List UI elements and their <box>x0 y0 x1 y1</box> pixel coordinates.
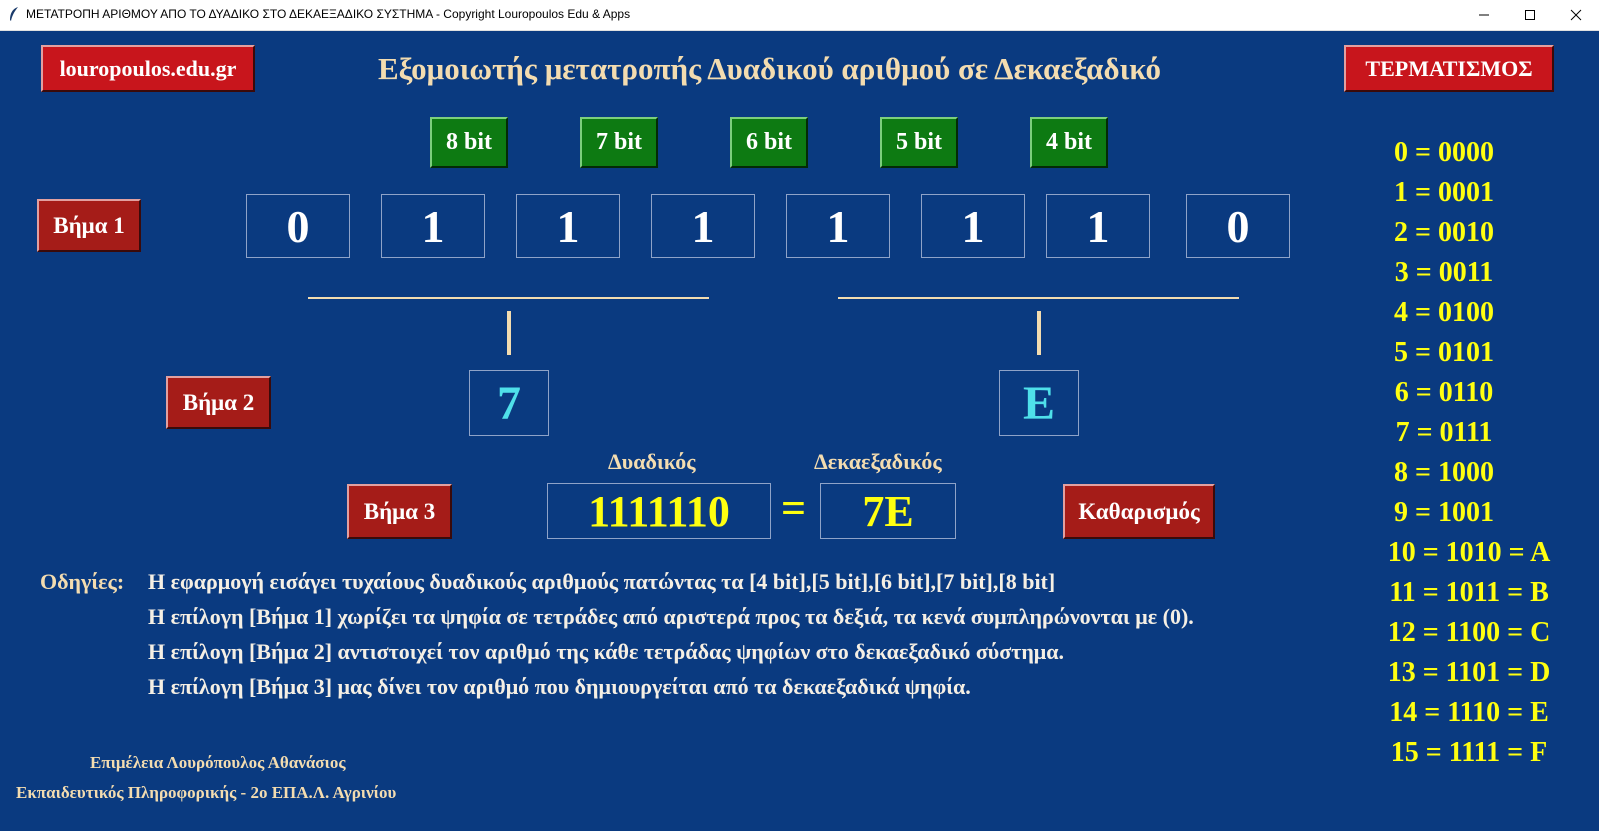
binary-digit-1: 0 <box>246 194 350 258</box>
binary-digit-8: 0 <box>1186 194 1290 258</box>
binary-digit-7: 1 <box>1046 194 1150 258</box>
left-group-line <box>308 297 709 299</box>
window-title: ΜΕΤΑΤΡΟΠΗ ΑΡΙΘΜΟΥ ΑΠΟ ΤΟ ΔΥΑΔΙΚΟ ΣΤΟ ΔΕΚΑΕΞΑΔΙΚΟ ΣΥΣΤΗΜΑ - Copyright Louropoulos Edu & Apps <box>26 7 631 21</box>
left-group-connector <box>507 311 511 355</box>
right-group-connector <box>1037 311 1041 355</box>
binary-result: 1111110 <box>547 483 771 539</box>
page-title: Εξομοιωτής μετατροπής Δυαδικού αριθμού σε Δεκαεξαδικό <box>378 51 1162 86</box>
instructions-label: Οδηγίες: <box>40 569 125 594</box>
close-button[interactable] <box>1553 0 1599 30</box>
table-row: 1 = 0001 <box>1394 177 1494 208</box>
maximize-icon <box>1524 9 1536 21</box>
table-row: 0 = 0000 <box>1394 137 1494 168</box>
instruction-line: Η επίλογη [Βήμα 2] αντιστοιχεί τον αριθμό της κάθε τετράδας ψηφίων στο δεκαεξαδικό σύστημα. <box>148 639 1065 664</box>
bit-6-button[interactable]: 6 bit <box>730 117 808 168</box>
table-row: 11 = 1011 = B <box>1389 577 1549 608</box>
app-panel <box>0 31 1599 831</box>
bit-5-button[interactable]: 5 bit <box>880 117 958 168</box>
table-row: 12 = 1100 = C <box>1387 617 1551 648</box>
close-icon <box>1570 9 1582 21</box>
binary-digit-5: 1 <box>786 194 890 258</box>
maximize-button[interactable] <box>1507 0 1553 30</box>
step2-button[interactable]: Βήμα 2 <box>166 376 271 429</box>
exit-button[interactable]: ΤΕΡΜΑΤΙΣΜΟΣ <box>1344 45 1554 92</box>
hex-digit-right: E <box>999 370 1079 436</box>
table-row: 3 = 0011 <box>1394 257 1494 288</box>
table-row: 10 = 1010 = A <box>1387 537 1551 568</box>
table-row: 14 = 1110 = E <box>1389 697 1549 728</box>
step3-button[interactable]: Βήμα 3 <box>347 484 452 539</box>
credit-school: Εκπαιδευτικός Πληροφορικής - 2ο ΕΠΑ.Λ. Αγρινίου <box>16 783 397 802</box>
table-row: 15 = 1111 = F <box>1390 737 1548 768</box>
equals-sign: = <box>781 484 807 533</box>
binary-digit-6: 1 <box>921 194 1025 258</box>
feather-icon <box>8 6 20 22</box>
instruction-line: Η επίλογη [Βήμα 1] χωρίζει τα ψηφία σε τετράδες από αριστερά προς τα δεξιά, τα κενά συμπληρώνονται με (0). <box>148 604 1194 629</box>
table-row: 6 = 0110 <box>1394 377 1494 408</box>
bit-7-button[interactable]: 7 bit <box>580 117 658 168</box>
table-row: 5 = 0101 <box>1394 337 1494 368</box>
binary-digit-2: 1 <box>381 194 485 258</box>
window-titlebar <box>0 0 1599 31</box>
table-row: 8 = 1000 <box>1394 457 1494 488</box>
hex-result: 7E <box>820 483 956 539</box>
minimize-button[interactable] <box>1461 0 1507 30</box>
table-row: 13 = 1101 = D <box>1387 657 1551 688</box>
binary-digit-3: 1 <box>516 194 620 258</box>
bit-8-button[interactable]: 8 bit <box>430 117 508 168</box>
hex-digit-left: 7 <box>469 370 549 436</box>
table-row: 7 = 0111 <box>1395 417 1493 448</box>
table-row: 9 = 1001 <box>1394 497 1494 528</box>
credit-author: Επιμέλεια Λουρόπουλος Αθανάσιος <box>90 753 346 772</box>
instruction-line: Η επίλογη [Βήμα 3] μας δίνει τον αριθμό που δημιουργείται από τα δεκαεξαδικά ψηφία. <box>148 674 971 699</box>
bit-4-button[interactable]: 4 bit <box>1030 117 1108 168</box>
binary-digit-4: 1 <box>651 194 755 258</box>
right-group-line <box>838 297 1239 299</box>
step1-button[interactable]: Βήμα 1 <box>37 199 141 252</box>
table-row: 2 = 0010 <box>1394 217 1494 248</box>
site-link-button[interactable]: louropoulos.edu.gr <box>41 45 255 92</box>
minimize-icon <box>1478 9 1490 21</box>
instruction-line: Η εφαρμογή εισάγει τυχαίους δυαδικούς αριθμούς πατώντας τα [4 bit],[5 bit],[6 bit],[7 bit],[8 bit] <box>148 569 1056 594</box>
hex-label: Δεκαεξαδικός <box>814 449 942 474</box>
clear-button[interactable]: Καθαρισμός <box>1063 484 1215 539</box>
binary-label: Δυαδικός <box>608 449 696 474</box>
table-row: 4 = 0100 <box>1394 297 1494 328</box>
